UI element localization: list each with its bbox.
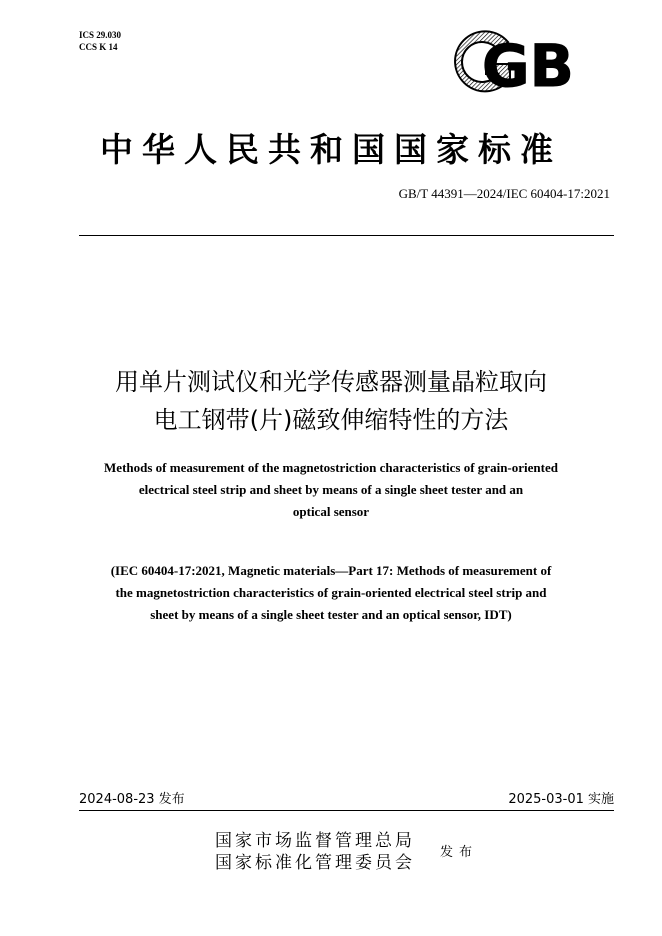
implementation-date: 2025-03-01 实施 [508, 792, 614, 807]
issuer-sac: 国家标准化管理委员会 [215, 853, 415, 873]
english-title-line-2: electrical steel strip and sheet by means of a single sheet tester and an [138, 482, 524, 497]
ics-code: ICS 29.030 [79, 30, 122, 40]
standard-type-title: 中华人民共和国国家标准 [100, 130, 562, 169]
bottom-divider [79, 810, 614, 811]
top-divider [79, 235, 614, 236]
gb-logo-icon [446, 28, 580, 100]
adoption-statement [60, 560, 602, 626]
adoption-line-3: sheet by means of a single sheet tester and an optical sensor, IDT) [150, 607, 512, 622]
publish-label: 发布 [440, 845, 479, 860]
issuer-samr: 国家市场监督管理总局 [215, 831, 415, 851]
adoption-line-2: the magnetostriction characteristics of grain-oriented electrical steel strip and [115, 585, 547, 600]
english-title-line-3: optical sensor [292, 504, 370, 519]
adoption-line-1: (IEC 60404-17:2021, Magnetic materials—Part 17: Methods of measurement of [110, 563, 552, 578]
english-title [60, 457, 602, 523]
ccs-code: CCS K 14 [79, 42, 118, 52]
gb-logo-letters: GB [482, 32, 574, 100]
standard-number: GB/T 44391—2024/IEC 60404-17:2021 [398, 186, 610, 201]
chinese-title-line-2: 电工钢带(片)磁致伸缩特性的方法 [153, 406, 509, 434]
english-title-line-1: Methods of measurement of the magnetostriction characteristics of grain-oriented [104, 460, 558, 475]
issue-date: 2024-08-23 发布 [79, 792, 185, 807]
chinese-title-line-1: 用单片测试仪和光学传感器测量晶粒取向 [115, 368, 547, 396]
